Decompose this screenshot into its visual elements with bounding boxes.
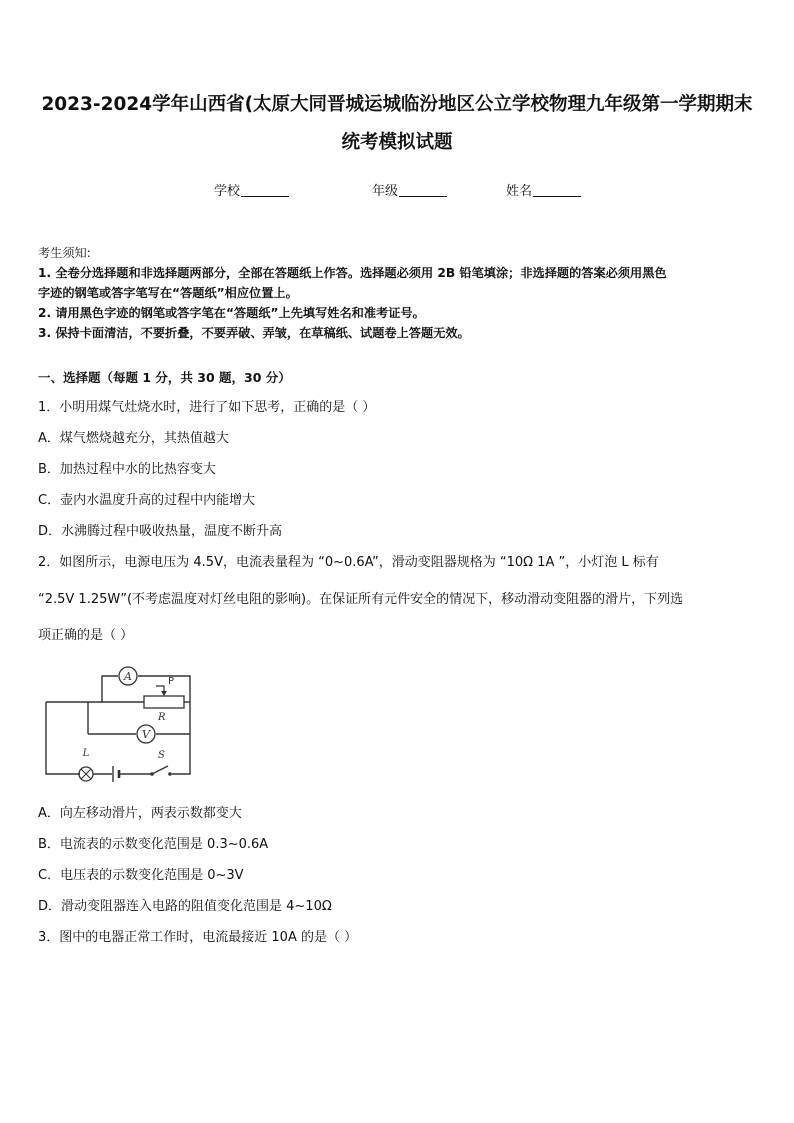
q2-stem-line1: 2．如图所示，电源电压为 4.5V，电流表量程为 “0~0.6A”，滑动变阻器规格为 “10Ω 1A ”，小灯泡 L 标有 [38, 555, 659, 570]
exam-title-line2: 统考模拟试题 [341, 132, 453, 153]
notice-item-3: 3. 保持卡面清洁，不要折叠，不要弄破、弄皱，在草稿纸、试题卷上答题无效。 [38, 326, 470, 340]
wire-right [172, 734, 190, 774]
name-field [506, 180, 581, 199]
switch-blade [152, 766, 168, 774]
q1-option-a: A．煤气燃烧越充分，其热值越大 [38, 431, 229, 446]
notice-block [38, 243, 758, 343]
school-field [214, 180, 289, 199]
q2-option-a: A．向左移动滑片，两表示数都变大 [38, 806, 242, 821]
notice-item-1a: 1. 全卷分选择题和非选择题两部分，全部在答题纸上作答。选择题必须用 2B 铅笔填涂；非选择题的答案必须用黑色 [38, 266, 667, 280]
q2-option-d: D．滑动变阻器连入电路的阻值变化范围是 4~10Ω [38, 899, 332, 914]
q1-option-d: D．水沸腾过程中吸收热量，温度不断升高 [38, 524, 283, 539]
rheostat-icon [144, 696, 184, 708]
q2-stem-line2: “2.5V 1.25W”(不考虑温度对灯丝电阻的影响)。在保证所有元件安全的情况下，移动滑动变阻器的滑片，下列选 [38, 592, 684, 607]
q1-stem: 1．小明用煤气灶烧水时，进行了如下思考，正确的是（ ） [38, 400, 376, 415]
lamp-label: L [82, 748, 90, 759]
q3-stem: 3．图中的电器正常工作时，电流最接近 10A 的是（ ） [38, 930, 358, 945]
grade-blank [399, 182, 447, 197]
voltmeter-label: V [142, 728, 150, 741]
q1-option-c: C．壶内水温度升高的过程中内能增大 [38, 493, 256, 508]
q2-stem-line3: 项正确的是（ ） [38, 628, 134, 643]
switch-label: S [158, 750, 165, 761]
exam-title-line1: 2023-2024学年山西省(太原大同晋城运城临汾地区公立学校物理九年级第一学期期末 [41, 94, 753, 115]
name-label: 姓名 [506, 184, 533, 199]
q1-option-b: B．加热过程中水的比热容变大 [38, 462, 216, 477]
notice-heading: 考生须知: [38, 246, 91, 260]
ammeter-label: A [124, 670, 132, 683]
school-blank [241, 182, 289, 197]
grade-field [372, 180, 447, 199]
section-heading: 一、选择题（每题 1 分，共 30 题，30 分） [38, 370, 291, 385]
circuit-diagram [40, 658, 200, 788]
slider-label: P [168, 676, 175, 687]
school-label: 学校 [214, 184, 241, 199]
wire-top-left [46, 676, 118, 702]
name-blank [533, 182, 581, 197]
resistor-label: R [158, 712, 166, 723]
grade-label: 年级 [372, 184, 399, 199]
notice-item-1b: 字迹的钢笔或答字笔写在“答题纸”相应位置上。 [38, 286, 298, 300]
wire-left [46, 702, 80, 774]
q2-option-c: C．电压表的示数变化范围是 0~3V [38, 868, 244, 883]
q2-option-b: B．电流表的示数变化范围是 0.3~0.6A [38, 837, 269, 852]
notice-item-2: 2. 请用黑色字迹的钢笔或答字笔在“答题纸”上先填写姓名和准考证号。 [38, 306, 425, 320]
